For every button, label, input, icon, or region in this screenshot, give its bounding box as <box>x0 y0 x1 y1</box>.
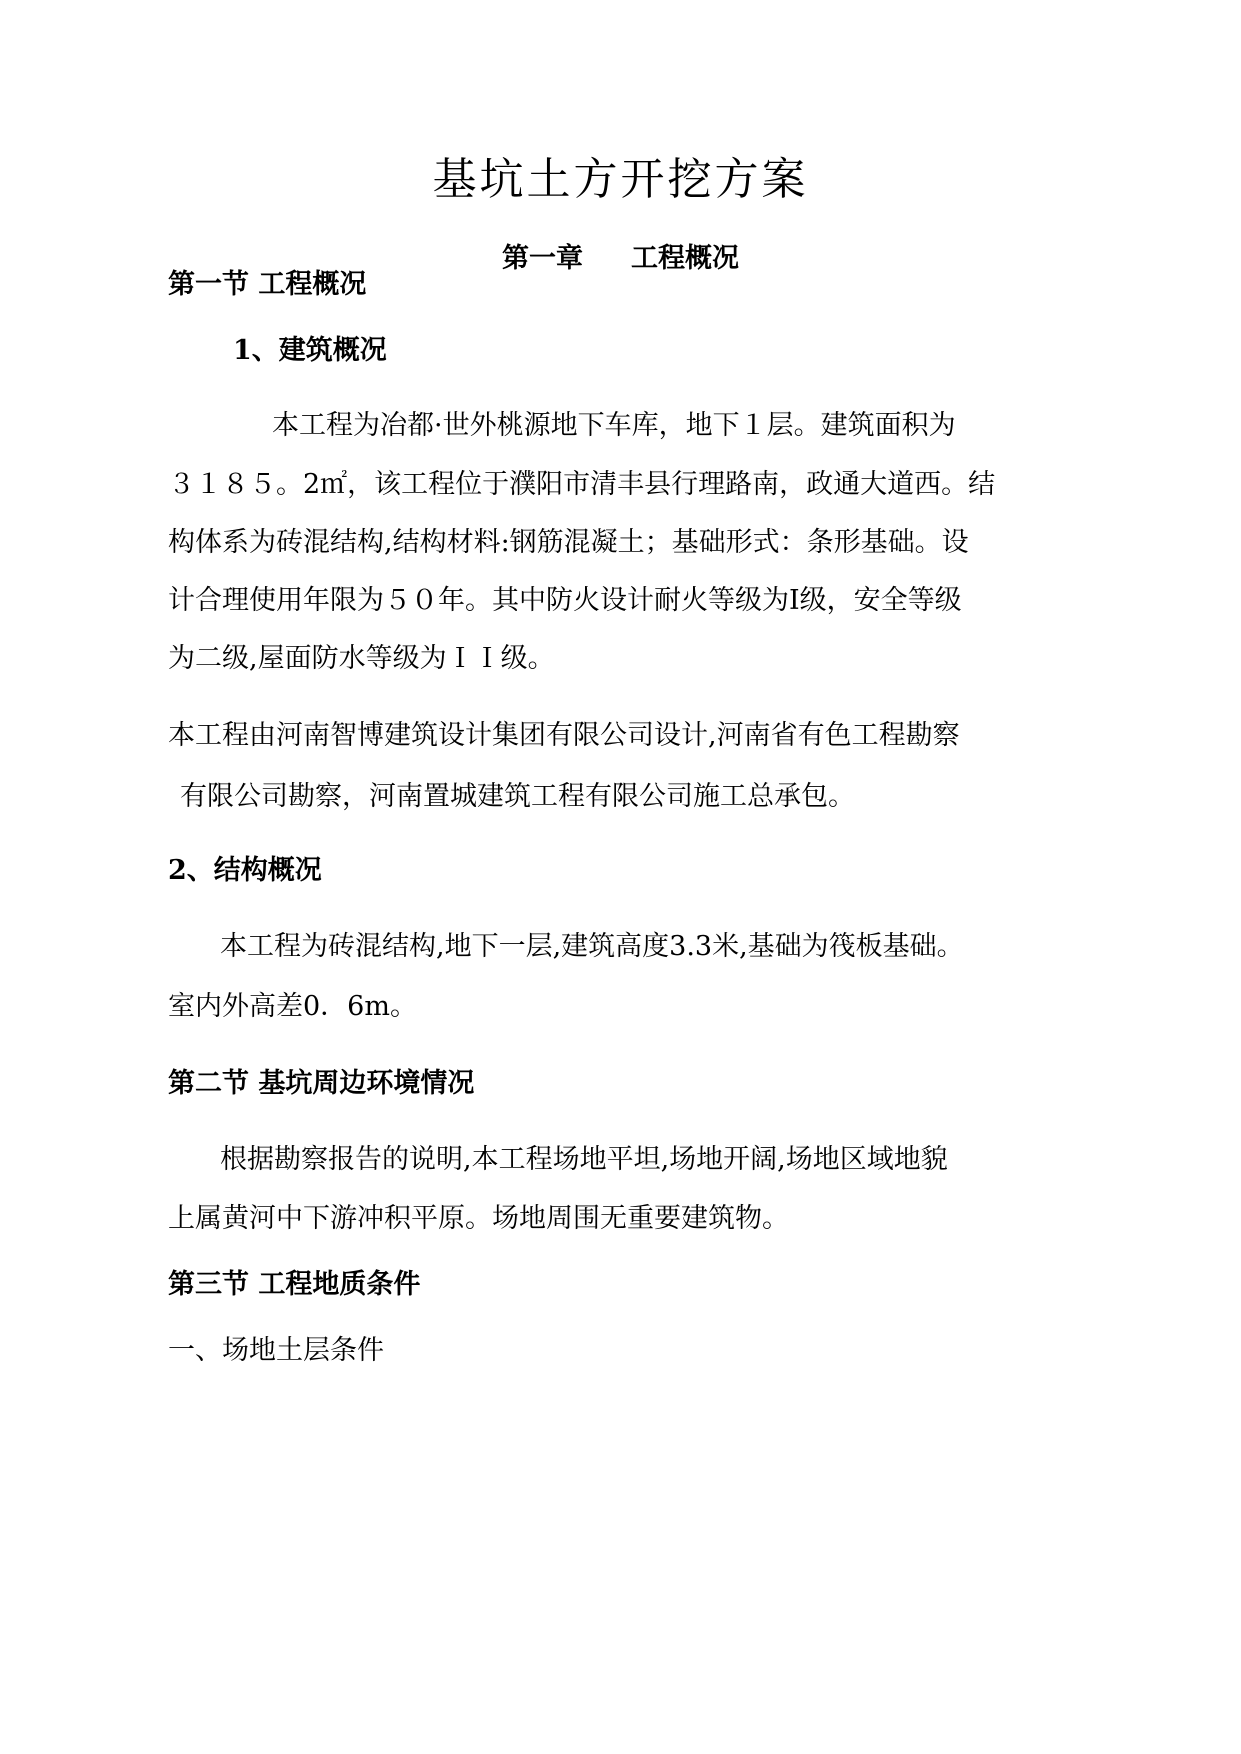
paragraph-line: 本工程为冶都·世外桃源地下车库，地下１层。建筑面积为 <box>272 410 956 441</box>
chapter-heading <box>0 245 1241 272</box>
document-title: 基坑土方开挖方案 <box>432 154 809 205</box>
subsection-heading: 一、场地土层条件 <box>168 1335 384 1366</box>
paragraph-line: 为二级,屋面防水等级为ＩＩ级。 <box>168 643 555 674</box>
paragraph-line: ３１８５。2㎡，该工程位于濮阳市清丰县行理路南，政通大道西。结 <box>168 469 996 500</box>
paragraph-line: 室内外高差0．6m。 <box>168 991 417 1022</box>
section-heading: 第三节 工程地质条件 <box>168 1269 421 1300</box>
chapter-name: 工程概况 <box>631 243 739 274</box>
paragraph-line: 计合理使用年限为５０年。其中防火设计耐火等级为Ⅰ级，安全等级 <box>168 585 962 616</box>
subsection-heading: 2、结构概况 <box>168 855 322 886</box>
chapter-number: 第一章 <box>502 243 583 274</box>
paragraph-line: 有限公司勘察，河南置城建筑工程有限公司施工总承包。 <box>180 781 855 812</box>
section-heading: 第二节 基坑周边环境情况 <box>168 1068 475 1099</box>
paragraph-line: 本工程由河南智博建筑设计集团有限公司设计,河南省有色工程勘察 <box>168 720 960 751</box>
section-heading: 第一节 工程概况 <box>168 269 367 300</box>
paragraph-line: 上属黄河中下游冲积平原。场地周围无重要建筑物。 <box>168 1203 789 1234</box>
paragraph-line: 构体系为砖混结构,结构材料:钢筋混凝土；基础形式：条形基础。设 <box>168 527 969 558</box>
subsection-heading: 1、建筑概况 <box>233 335 387 366</box>
paragraph-line: 本工程为砖混结构,地下一层,建筑高度3.3米,基础为筏板基础。 <box>220 931 964 962</box>
paragraph-line: 根据勘察报告的说明,本工程场地平坦,场地开阔,场地区域地貌 <box>220 1144 948 1175</box>
